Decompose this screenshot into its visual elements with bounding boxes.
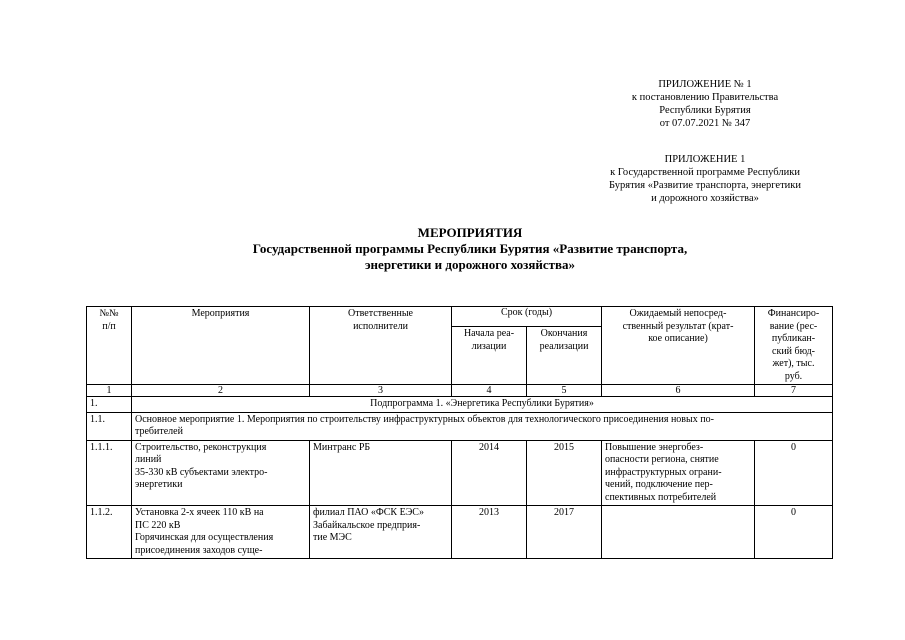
header-start: Начала реа- лизации — [452, 327, 527, 385]
column-number: 5 — [527, 385, 602, 397]
row-num: 1.1.1. — [87, 440, 132, 506]
column-number: 6 — [602, 385, 755, 397]
header-measures: Мероприятия — [132, 307, 310, 385]
appendix-1-line: Республики Бурятия — [659, 105, 751, 116]
main-measure-row — [87, 412, 833, 440]
header-financing: Финансиро- вание (рес- публикан- ский бюд- жет), тыс. руб. — [755, 307, 833, 385]
column-number: 4 — [452, 385, 527, 397]
header-period: Срок (годы) — [452, 307, 602, 327]
header-num: №№ п/п — [87, 307, 132, 385]
table-header-row — [87, 307, 833, 327]
appendix-1-line: от 07.07.2021 № 347 — [659, 118, 751, 129]
appendix-1-line: к постановлению Правительства — [631, 92, 779, 103]
header-responsible: Ответственные исполнители — [310, 307, 452, 385]
row-responsible: Минтранс РБ — [310, 440, 452, 506]
column-number: 1 — [87, 385, 132, 397]
appendix-2-line: к Государственной программе Республики — [610, 167, 800, 178]
column-numbers-row — [87, 385, 833, 397]
appendix-2-line: ПРИЛОЖЕНИЕ 1 — [664, 154, 746, 165]
row-measure: Строительство, реконструкция линий 35-330 кВ субъектами электро- энергетики — [132, 440, 310, 506]
title-line-2: Государственной программы Республики Бурятия «Развитие транспорта, — [252, 241, 688, 256]
main-measure-text: Основное мероприятие 1. Мероприятия по строительству инфраструктурных объектов для технологического присоединения новых по- требителей — [132, 412, 833, 440]
column-number: 3 — [310, 385, 452, 397]
column-number: 2 — [132, 385, 310, 397]
row-responsible: филиал ПАО «ФСК ЕЭС» Забайкальское предприя- тие МЭС — [310, 506, 452, 559]
title-line-1: МЕРОПРИЯТИЯ — [417, 225, 523, 240]
appendix-1-line: ПРИЛОЖЕНИЕ № 1 — [658, 79, 752, 90]
row-num: 1.1.2. — [87, 506, 132, 559]
header-end: Окончания реализации — [527, 327, 602, 385]
section-row — [87, 397, 833, 413]
row-start: 2013 — [452, 506, 527, 559]
title-line-3: энергетики и дорожного хозяйства» — [364, 257, 576, 272]
appendix-2-block — [560, 153, 850, 205]
row-end: 2017 — [527, 506, 602, 559]
appendix-2-line: Бурятия «Развитие транспорта, энергетики — [608, 180, 802, 191]
header-result: Ожидаемый непосред- ственный результат (крат- кое описание) — [602, 307, 755, 385]
row-financing: 0 — [755, 440, 833, 506]
row-measure: Установка 2-х ячеек 110 кВ на ПС 220 кВ Горячинская для осуществления присоединения заходов суще- — [132, 506, 310, 559]
row-start: 2014 — [452, 440, 527, 506]
table-row — [87, 440, 833, 506]
row-end: 2015 — [527, 440, 602, 506]
row-result: Повышение энергобез- опасности региона, снятие инфраструктурных ограни- чений, подключение пер- спективных потребителей — [602, 440, 755, 506]
measures-table — [86, 306, 833, 559]
row-financing: 0 — [755, 506, 833, 559]
row-result — [602, 506, 755, 559]
column-number: 7 — [755, 385, 833, 397]
section-title: Подпрограмма 1. «Энергетика Республики Бурятия» — [132, 397, 833, 413]
document-title — [0, 225, 905, 273]
appendix-2-line: и дорожного хозяйства» — [651, 193, 759, 204]
main-measure-num: 1.1. — [87, 412, 132, 440]
section-num: 1. — [87, 397, 132, 413]
appendix-1-block — [560, 78, 850, 130]
table-row — [87, 506, 833, 559]
